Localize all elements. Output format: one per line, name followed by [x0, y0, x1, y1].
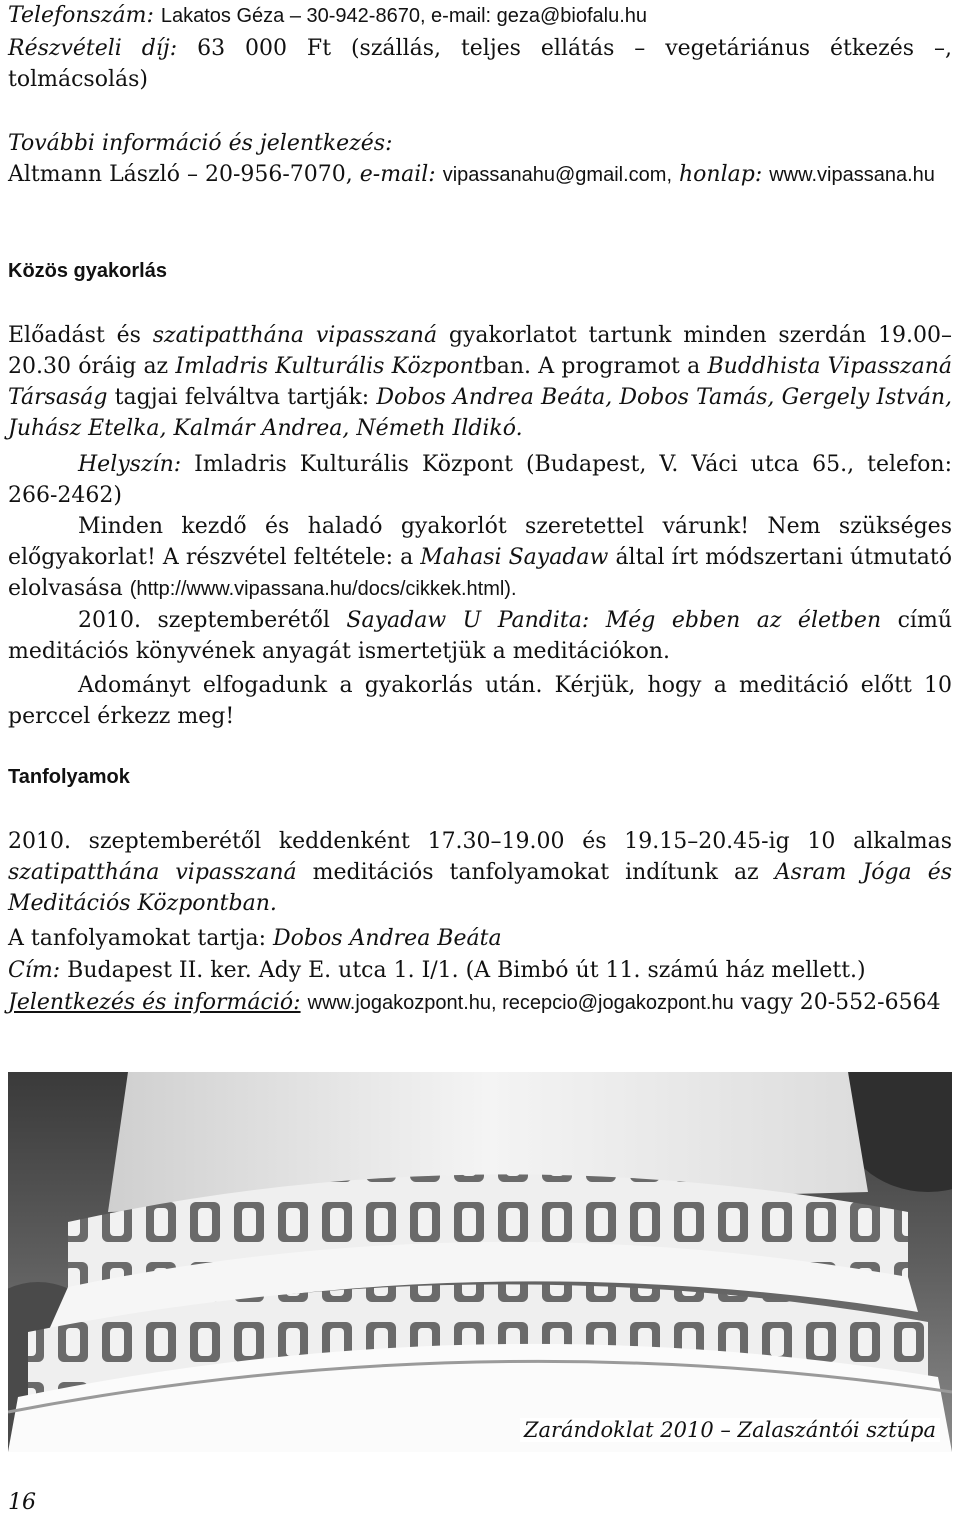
fee-label: Részvételi díj: [8, 36, 178, 61]
location-label: Helyszín: [78, 452, 182, 477]
text-span: Imladris Kulturális Központ [175, 354, 483, 379]
text-span: Buddhista Vipasszaná Társaság [8, 354, 952, 410]
registration-label: Jelentkezés és információ: [8, 990, 301, 1015]
teacher-name: Dobos Andrea Beáta [273, 926, 502, 951]
text-span: tagjai felváltva tartják: [114, 385, 370, 410]
text-span: meditációs tanfolyamokat indítunk az [312, 860, 759, 885]
text-span: gyakorlatot tartunk minden szerdán 19.00–20.30 óráig az [8, 323, 953, 379]
info-email-label: e-mail: [359, 162, 436, 187]
section1-paragraph-1 [8, 320, 952, 444]
text-span: 2010. szeptemberétől keddenként 17.30–19.00 és 19.15–20.45-ig 10 alkalmas [8, 829, 952, 854]
page-number: 16 [8, 1490, 36, 1515]
info-name: Altmann László – 20-956-7070, [8, 162, 353, 187]
info-paragraph [8, 128, 952, 191]
teacher-line [8, 923, 952, 954]
location-paragraph [8, 449, 952, 511]
info-label: További információ és jelentkezés: [8, 131, 393, 156]
heading-kozos-gyakorlas: Közös gyakorlás [8, 260, 167, 282]
stupa-photo [8, 1072, 952, 1452]
text-span: által írt módszertani útmutató elolvasása [8, 545, 952, 601]
address-line [8, 955, 952, 986]
photo-caption: Zarándoklat 2010 – Zalaszántói sztúpa [520, 1418, 940, 1442]
text-span: Minden kezdő és haladó gyakorlót szeretettel várunk! Nem szükséges előgyakorlat! A részvétel feltétele: a [8, 514, 952, 570]
text-span: (http://www.vipassana.hu/docs/cikkek.html). [129, 578, 517, 600]
text-span: szatipatthána vipasszaná [8, 860, 297, 885]
text-span: Előadást és [8, 323, 141, 348]
address-label: Cím: [8, 958, 61, 983]
text-span: Asram Jóga és Meditációs Központban. [8, 860, 953, 916]
registration-links: www.jogakozpont.hu, recepcio@jogakozpont.hu [307, 992, 734, 1014]
phone-line [8, 0, 952, 32]
info-web: www.vipassana.hu [769, 164, 935, 186]
text-span: Sayadaw U Pandita: Még ebben az életben [346, 608, 882, 633]
phone-label: Telefonszám: [8, 3, 154, 28]
info-email: vipassanahu@gmail.com, [442, 164, 672, 186]
phone-value: Lakatos Géza – 30-942-8670, e-mail: geza@biofalu.hu [160, 5, 648, 27]
info-web-label: honlap: [679, 162, 763, 187]
text-span: szatipatthána vipasszaná [152, 323, 438, 348]
text-span: ban. A programot a [482, 354, 701, 379]
text-span: Dobos Andrea Beáta, Dobos Tamás, Gergely István, Juhász Etelka, Kalmár Andrea, Németh Ildikó. [8, 385, 952, 441]
section1-paragraph-2 [8, 511, 952, 605]
heading-tanfolyamok: Tanfolyamok [8, 766, 130, 788]
address-value: Budapest II. ker. Ady E. utca 1. I/1. (A Bimbó út 11. számú ház mellett.) [67, 958, 866, 983]
text-span: 2010. szeptemberétől [78, 608, 330, 633]
teacher-label: A tanfolyamokat tartja: [8, 926, 267, 951]
location-value: Imladris Kulturális Központ (Budapest, V. Váci utca 65., telefon: 266-2462) [8, 452, 952, 508]
stupa-photo-illustration [8, 1072, 952, 1452]
text-span: Mahasi Sayadaw [420, 545, 609, 570]
registration-paragraph [8, 987, 952, 1019]
text-span: című meditációs könyvének anyagát ismertetjük a meditációkon. [8, 608, 952, 664]
section1-paragraph-3 [8, 605, 952, 667]
fee-value: 63 000 Ft (szállás, teljes ellátás – vegetáriánus étkezés –, tolmácsolás) [8, 36, 952, 92]
fee-paragraph [8, 33, 952, 95]
section2-paragraph-1 [8, 826, 952, 919]
section1-paragraph-4: Adományt elfogadunk a gyakorlás után. Kérjük, hogy a meditáció előtt 10 perccel érkezz meg! [8, 673, 952, 729]
registration-phone: vagy 20-552-6564 [740, 990, 941, 1015]
